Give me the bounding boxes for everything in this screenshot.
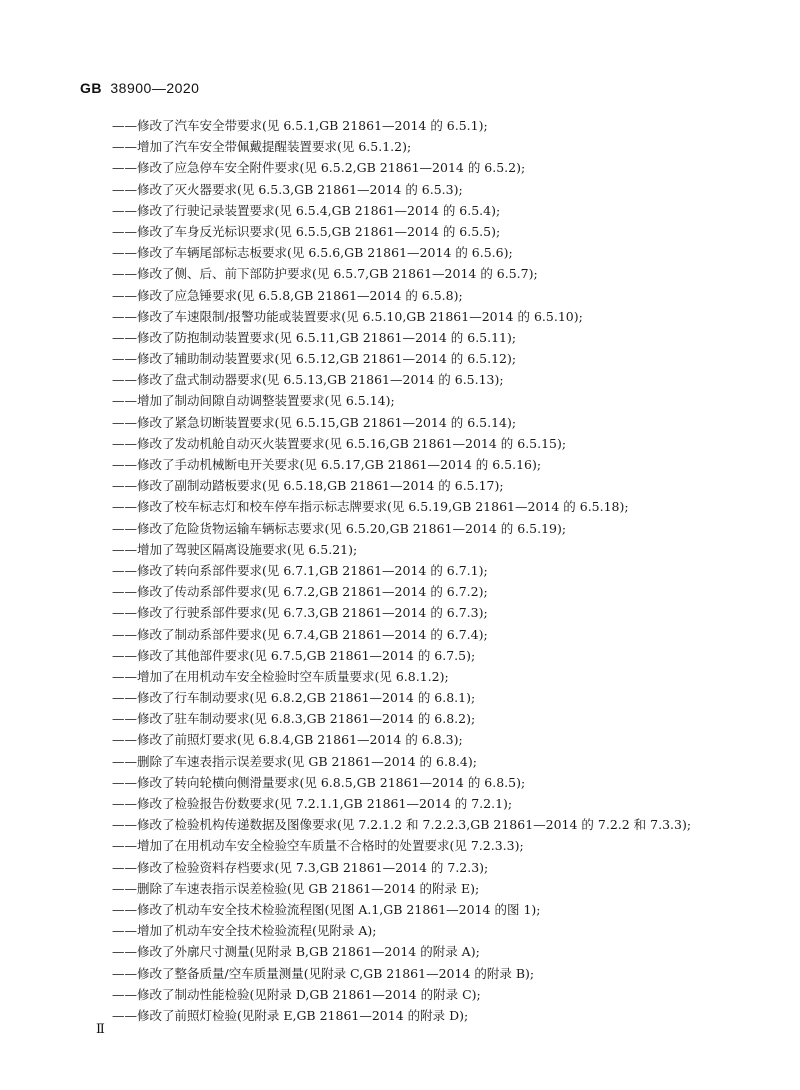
standard-prefix: GB	[80, 80, 102, 96]
list-item: ——增加了机动车安全技术检验流程(见附录 A);	[112, 923, 377, 939]
page-number: Ⅱ	[96, 1022, 105, 1037]
list-item: ——修改了转向轮横向侧滑量要求(见 6.8.5,GB 21861—2014 的 6.8.5);	[112, 774, 526, 790]
list-item: ——增加了驾驶区隔离设施要求(见 6.5.21);	[112, 541, 358, 557]
list-item: ——修改了其他部件要求(见 6.7.5,GB 21861—2014 的 6.7.5);	[112, 647, 476, 663]
list-item: ——修改了机动车安全技术检验流程图(见图 A.1,GB 21861—2014 的图 1);	[112, 901, 541, 917]
list-item: ——修改了转向系部件要求(见 6.7.1,GB 21861—2014 的 6.7.1);	[112, 562, 488, 578]
list-item: ——修改了防抱制动装置要求(见 6.5.11,GB 21861—2014 的 6.5.11);	[112, 329, 517, 345]
list-item: ——修改了汽车安全带要求(见 6.5.1,GB 21861—2014 的 6.5.1);	[112, 118, 488, 133]
list-item: ——删除了车速表指示误差检验(见 GB 21861—2014 的附录 E);	[112, 880, 480, 896]
list-item: ——修改了校车标志灯和校车停车指示标志牌要求(见 6.5.19,GB 21861—2014 的 6.5.18);	[112, 499, 629, 515]
list-item: ——修改了前照灯要求(见 6.8.4,GB 21861—2014 的 6.8.3);	[112, 732, 463, 748]
list-item: ——修改了行驶系部件要求(见 6.7.3,GB 21861—2014 的 6.7.3);	[112, 605, 488, 621]
list-item: ——修改了盘式制动器要求(见 6.5.13,GB 21861—2014 的 6.5.13);	[112, 372, 504, 388]
list-item: ——修改了车速限制/报警功能或装置要求(见 6.5.10,GB 21861—2014 的 6.5.10);	[112, 308, 583, 324]
list-item: ——修改了发动机舱自动灭火装置要求(见 6.5.16,GB 21861—2014 的 6.5.15);	[112, 435, 567, 451]
list-item: ——修改了应急停车安全附件要求(见 6.5.2,GB 21861—2014 的 6.5.2);	[112, 160, 526, 176]
list-item: ——修改了灭火器要求(见 6.5.3,GB 21861—2014 的 6.5.3);	[112, 181, 463, 197]
list-item: ——修改了辅助制动装置要求(见 6.5.12,GB 21861—2014 的 6.5.12);	[112, 351, 517, 367]
change-list	[112, 115, 752, 1026]
list-item: ——修改了危险货物运输车辆标志要求(见 6.5.20,GB 21861—2014 的 6.5.19);	[112, 520, 567, 536]
list-item: ——增加了汽车安全带佩戴提醒装置要求(见 6.5.1.2);	[112, 139, 412, 155]
list-item: ——修改了侧、后、前下部防护要求(见 6.5.7,GB 21861—2014 的 6.5.7);	[112, 266, 538, 282]
list-item: ——修改了整备质量/空车质量测量(见附录 C,GB 21861—2014 的附录 B);	[112, 965, 535, 981]
list-item: ——修改了检验机构传递数据及图像要求(见 7.2.1.2 和 7.2.2.3,GB 21861—2014 的 7.2.2 和 7.3.3);	[112, 817, 692, 833]
list-item: ——修改了副制动踏板要求(见 6.5.18,GB 21861—2014 的 6.5.17);	[112, 478, 504, 494]
list-item: ——修改了手动机械断电开关要求(见 6.5.17,GB 21861—2014 的 6.5.16);	[112, 457, 542, 472]
list-item: ——修改了制动系部件要求(见 6.7.4,GB 21861—2014 的 6.7.4);	[112, 626, 488, 642]
list-item: ——删除了车速表指示误差要求(见 GB 21861—2014 的 6.8.4);	[112, 753, 477, 769]
list-item: ——修改了传动系部件要求(见 6.7.2,GB 21861—2014 的 6.7.2);	[112, 584, 488, 600]
list-item: ——修改了车辆尾部标志板要求(见 6.5.6,GB 21861—2014 的 6.5.6);	[112, 245, 513, 261]
list-item: ——增加了在用机动车安全检验空车质量不合格时的处置要求(见 7.2.3.3);	[112, 838, 524, 854]
list-item: ——修改了车身反光标识要求(见 6.5.5,GB 21861—2014 的 6.5.5);	[112, 223, 501, 239]
list-item: ——增加了制动间隙自动调整装置要求(见 6.5.14);	[112, 393, 395, 409]
list-item: ——修改了检验资料存档要求(见 7.3,GB 21861—2014 的 7.2.3);	[112, 859, 489, 875]
list-item: ——修改了外廓尺寸测量(见附录 B,GB 21861—2014 的附录 A);	[112, 944, 480, 960]
list-item: ——修改了前照灯检验(见附录 E,GB 21861—2014 的附录 D);	[112, 1007, 469, 1023]
list-item: ——修改了行驶记录装置要求(见 6.5.4,GB 21861—2014 的 6.5.4);	[112, 202, 501, 218]
list-item: ——修改了检验报告份数要求(见 7.2.1.1,GB 21861—2014 的 7.2.1);	[112, 796, 513, 811]
list-item: ——修改了行车制动要求(见 6.8.2,GB 21861—2014 的 6.8.1);	[112, 690, 476, 706]
list-item: ——修改了应急锤要求(见 6.5.8,GB 21861—2014 的 6.5.8);	[112, 287, 463, 303]
document-header	[80, 80, 199, 96]
list-item: ——修改了驻车制动要求(见 6.8.3,GB 21861—2014 的 6.8.2);	[112, 711, 476, 727]
list-item: ——修改了制动性能检验(见附录 D,GB 21861—2014 的附录 C);	[112, 986, 481, 1002]
standard-number: 38900—2020	[110, 80, 200, 96]
list-item: ——增加了在用机动车安全检验时空车质量要求(见 6.8.1.2);	[112, 668, 449, 684]
list-item: ——修改了紧急切断装置要求(见 6.5.15,GB 21861—2014 的 6.5.14);	[112, 414, 517, 430]
